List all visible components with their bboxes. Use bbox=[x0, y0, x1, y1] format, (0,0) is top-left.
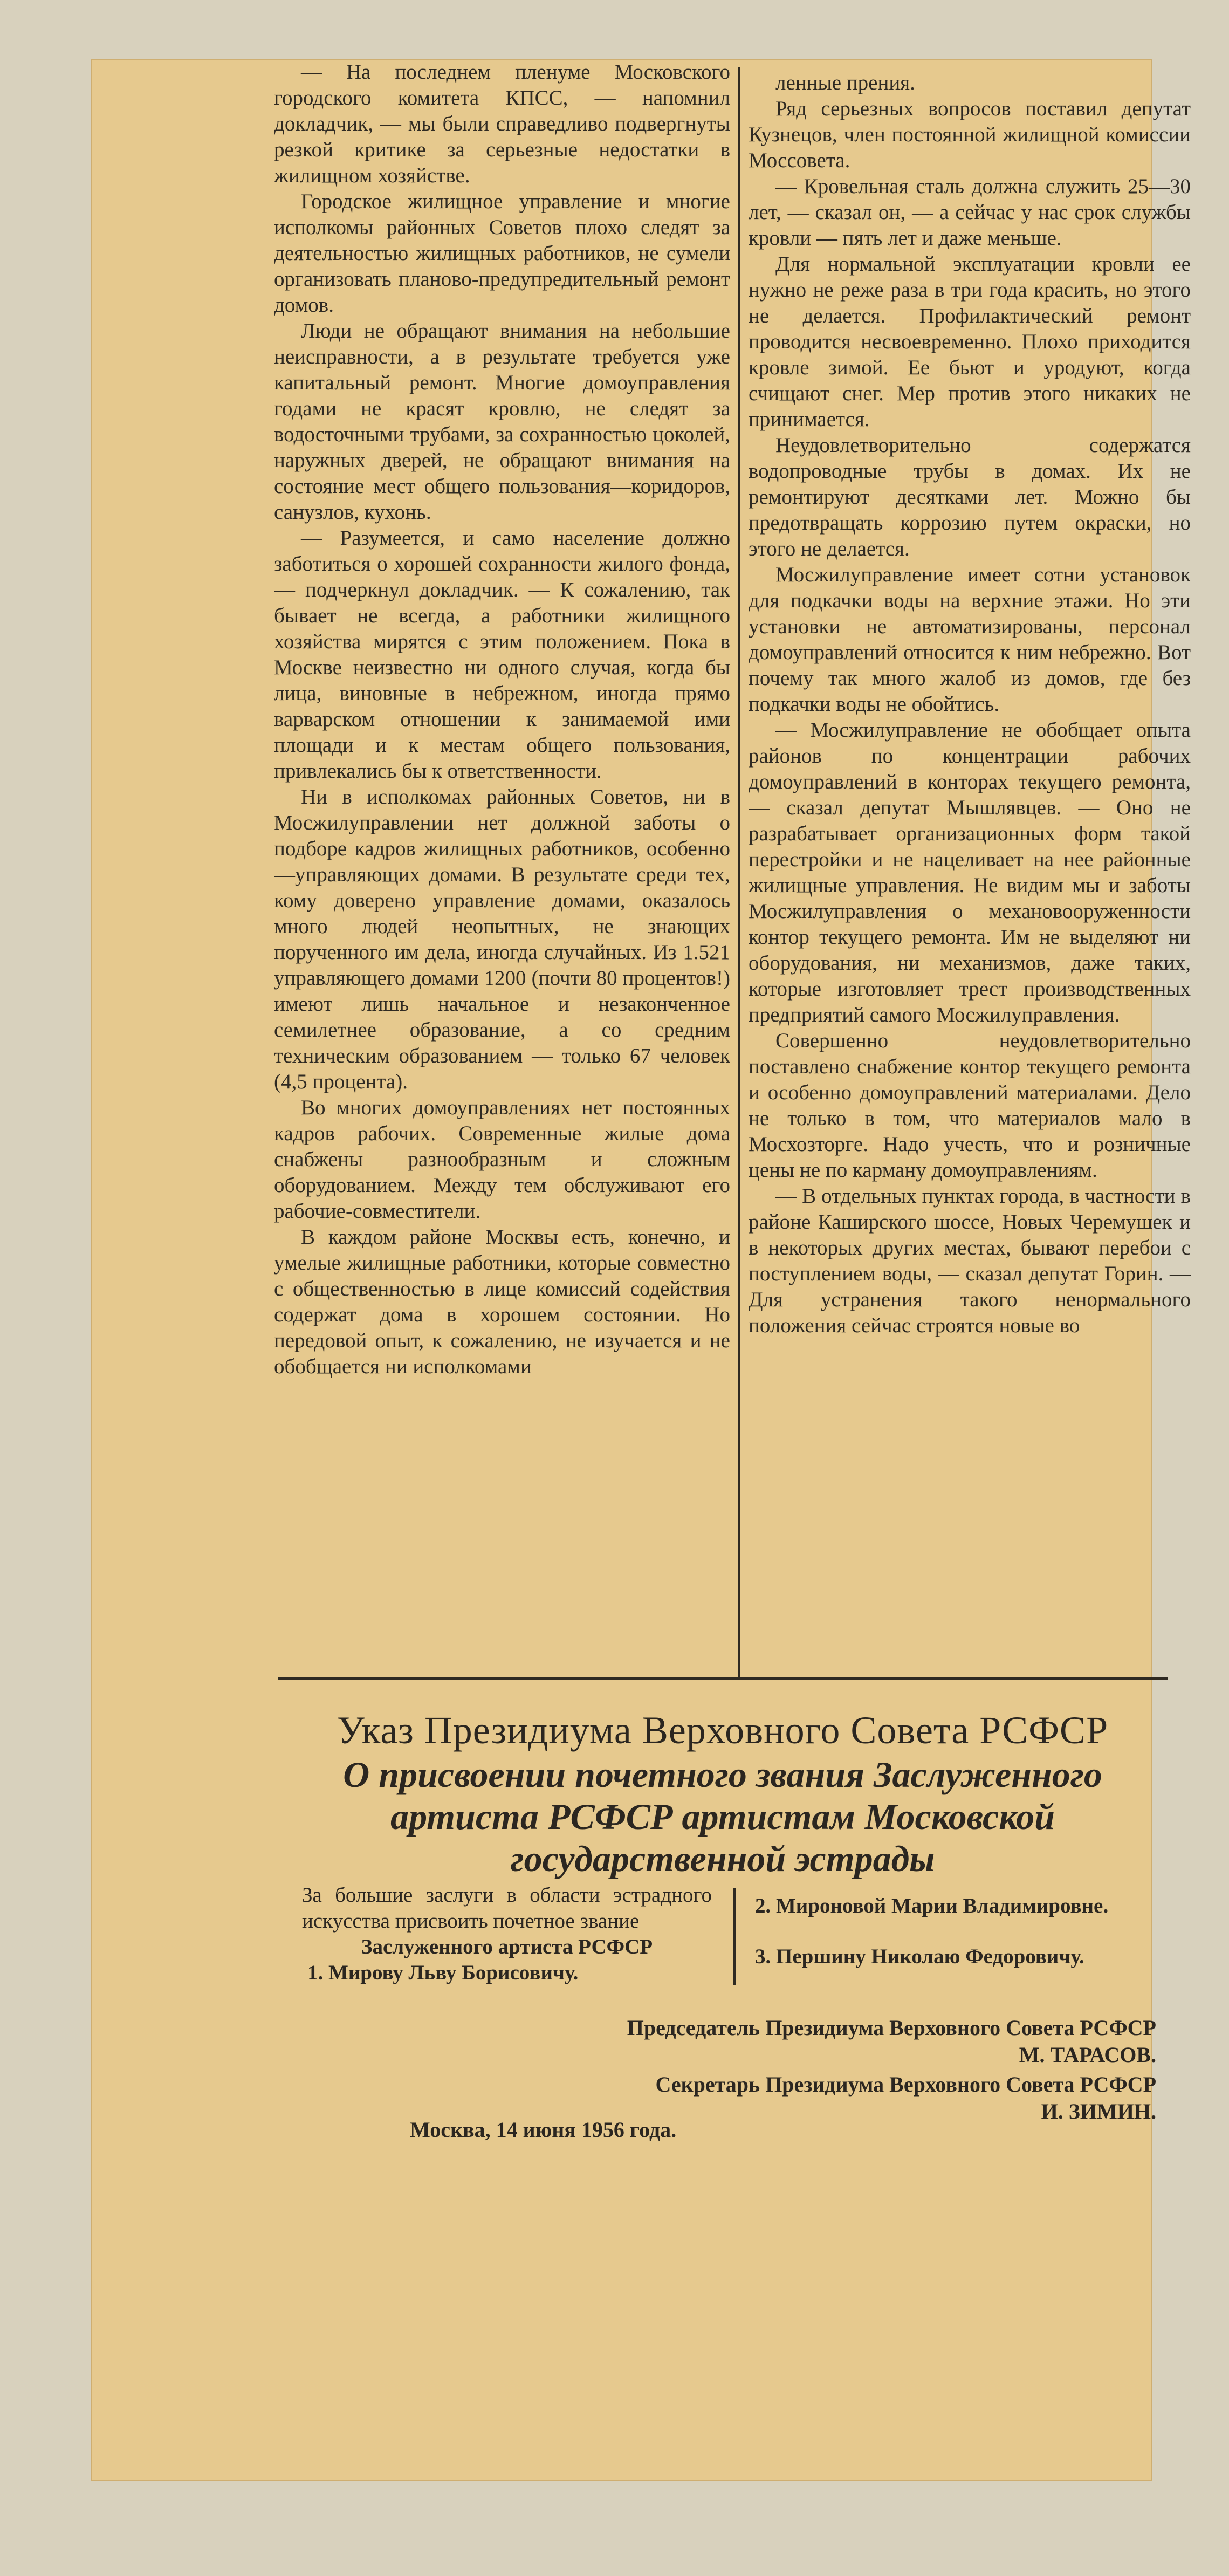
article-paragraph: ленные прения. bbox=[775, 71, 915, 94]
decree-item-2: 2. Мироновой Марии Владимировне. bbox=[755, 1894, 1109, 1917]
article-paragraph: В каждом районе Москвы есть, конечно, и умелые жилищные работники, которые совместно с общественностью в лице комиссий содействия содержат дома в хорошем состоянии. Но передовой опыт, к сожалению, не изучается и не обобщается ни исполкомами bbox=[274, 1225, 730, 1378]
chairman-title: Председатель Президиума Верховного Совета РСФСР bbox=[627, 2016, 1156, 2040]
decree-item-1: 1. Мирову Льву Борисовичу. bbox=[307, 1961, 579, 1984]
article-paragraph: Мосжилуправление имеет сотни установок для подкачки воды на верхние этажи. Но эти установки не автоматизированы, персонал домоуправлений относится к ним небрежно. Вот почему так много жалоб из домов, где без подкачки воды не обойтись. bbox=[749, 563, 1191, 716]
article-right-column bbox=[749, 70, 1191, 1680]
decree-divider bbox=[733, 1888, 736, 1985]
article-paragraph: — На последнем пленуме Московского городского комитета КПСС, — напомнил докладчик, — мы были справедливо подвергнуты резкой критике за серьезные недостатки в жилищном хозяйстве. bbox=[274, 60, 730, 187]
article-paragraph: Неудовлетворительно содержатся водопроводные трубы в домах. Их не ремонтируют десятками лет. Можно бы предотвращать коррозию путем окраски, но этого не делается. bbox=[749, 434, 1191, 560]
article-paragraph: — В отдельных пунктах города, в частности в районе Каширского шоссе, Новых Черемушек и в некоторых других местах, бывают перебои с поступлением воды, — сказал депутат Горин. — Для устранения такого ненормального положения сейчас строятся новые во bbox=[749, 1184, 1191, 1337]
article-paragraph: Для нормальной эксплуатации кровли ее нужно не реже раза в три года красить, но этого не делается. Профилактический ремонт проводится несвоевременно. Плохо приходится кровле зимой. Ее бьют и уродуют, когда счищают снег. Мер против этого никаких не принимается. bbox=[749, 252, 1191, 431]
secretary-signature bbox=[655, 2071, 1156, 2125]
column-divider bbox=[738, 67, 740, 1680]
article-paragraph: — Кровельная сталь должна служить 25—30 лет, — сказал он, — а сейчас у нас срок службы кровли — пять лет и даже меньше. bbox=[749, 175, 1191, 250]
article-paragraph: Ни в исполкомах районных Советов, ни в Мосжилуправлении нет должной заботы о подборе кадров жилищных работников, особенно—управляющих домами. В результате среди тех, кому доверено управление домами, оказалось много людей неопытных, не знающих порученного им дела, иногда случайных. Из 1.521 управляющего домами 1200 (почти 80 процентов!) имеют лишь начальное и незаконченное семилетнее образование, а со средним техническим образованием — только 67 человек (4,5 процента). bbox=[274, 785, 730, 1093]
decree-title: Указ Президиума Верховного Совета РСФСР bbox=[337, 1709, 1109, 1752]
place-date: Москва, 14 июня 1956 года. bbox=[410, 2118, 677, 2142]
article-paragraph: Совершенно неудовлетворительно поставлено снабжение контор текущего ремонта и особенно домоуправлений материалами. Дело не только в том, что материалов мало в Мосхозторге. Надо учесть, что и розничные цены не по карману домоуправлениям. bbox=[749, 1029, 1191, 1182]
decree-rank: Заслуженного артиста РСФСР bbox=[361, 1935, 653, 1958]
decree-subtitle: О присвоении почетного звания Заслуженного артиста РСФСР артистам Московской государственной эстрады bbox=[343, 1754, 1102, 1879]
decree-body-left bbox=[302, 1882, 712, 1986]
decree-body-right bbox=[755, 1893, 1165, 1995]
article-paragraph: Городское жилищное управление и многие исполкомы районных Советов плохо следят за деятельностью жилищных работников, не сумели организовать планово-предупредительный ремонт домов. bbox=[274, 190, 730, 317]
article-paragraph: Во многих домоуправлениях нет постоянных кадров рабочих. Современные жилые дома снабжены разнообразным и сложным оборудованием. Между тем обслуживают его рабочие-совместители. bbox=[274, 1096, 730, 1223]
chairman-signature bbox=[627, 2015, 1156, 2068]
decree-header bbox=[291, 1707, 1154, 1880]
section-divider bbox=[278, 1677, 1168, 1680]
article-paragraph: Люди не обращают внимания на небольшие неисправности, а в результате требуется уже капитальный ремонт. Многие домоуправления годами не красят кровлю, не следят за водосточными трубами, за сохранностью цоколей, наружных дверей, не обращают внимания на состояние мест общего пользования—коридоров, санузлов, кухонь. bbox=[274, 319, 730, 524]
decree-item-3: 3. Першину Николаю Федоровичу. bbox=[755, 1945, 1084, 1968]
article-paragraph: — Разумеется, и само население должно заботиться о хорошей сохранности жилого фонда, — подчеркнул докладчик. — К сожалению, так бывает не всегда, а работники жилищного хозяйства мирятся с этим положением. Пока в Москве неизвестно ни одного случая, когда бы лица, виновные в небрежном, иногда прямо варварском отношении к занимаемой ими площади и к местам общего пользования, привлекались бы к ответственности. bbox=[274, 526, 730, 783]
chairman-name: М. ТАРАСОВ. bbox=[1019, 2043, 1156, 2067]
secretary-title: Секретарь Президиума Верховного Совета РСФСР bbox=[655, 2072, 1156, 2097]
secretary-name: И. ЗИМИН. bbox=[1041, 2099, 1156, 2123]
article-left-column bbox=[274, 59, 730, 1680]
article-paragraph: Ряд серьезных вопросов поставил депутат Кузнецов, член постоянной жилищной комиссии Моссовета. bbox=[749, 97, 1191, 172]
article-paragraph: — Мосжилуправление не обобщает опыта районов по концентрации рабочих домоуправлений в конторах текущего ремонта, — сказал депутат Мышлявцев. — Оно не разрабатывает организационных форм такой перестройки и не нацеливает на нее районные жилищные управления. Не видим мы и заботы Мосжилуправления о механовооруженности контор текущего ремонта. Им не выделяют ни оборудования, ни механизмов, даже таких, которые изготовляет трест производственных предприятий самого Мосжилуправления. bbox=[749, 718, 1191, 1026]
decree-preamble: За большие заслуги в области эстрадного искусства присвоить почетное звание bbox=[302, 1883, 712, 1933]
